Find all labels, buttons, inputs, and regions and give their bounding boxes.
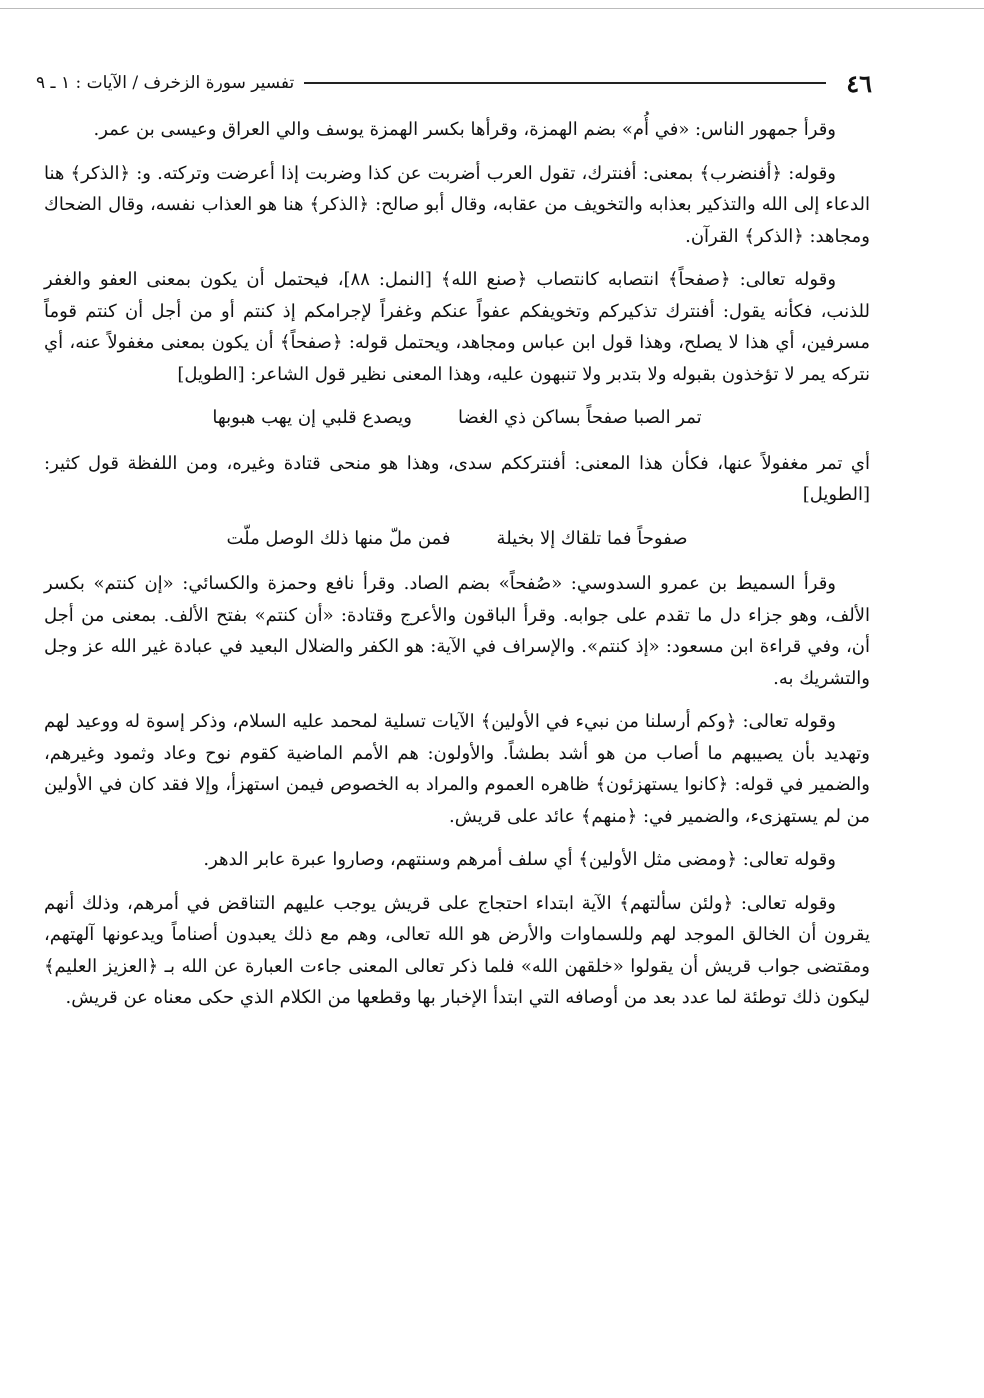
paragraph: وقرأ جمهور الناس: «في أُم» بضم الهمزة، وقرأها بكسر الهمزة يوسف والي العراق وعيسى بن عمر.: [93, 119, 836, 140]
paragraph: وقرأ السميط بن عمرو السدوسي: «صُفحاً» بضم الصاد. وقرأ نافع وحمزة والكسائي: «إن كنتم» بكسر الألف، وهو جزاء دل ما تقدم على جوابه. وقرأ الباقون والأعرج وقتادة: «أن كنتم» بفتح الألف. بمعنى من أجل أن، وفي قراءة ابن مسعود: «إذ كنتم». والإسراف في الآية: هو الكفر والضلال البعيد في عبادة غير الله عز وجل والتشريك به.: [44, 573, 871, 689]
running-title: تفسير سورة الزخرف / الآيات : ١ ـ ٩: [36, 73, 295, 93]
paragraph: وقوله تعالى: ﴿وكم أرسلنا من نبيء في الأولين﴾ الآيات تسلية لمحمد عليه السلام، وذكر إسوة له ووعيد لهم وتهديد بأن يصيبهم ما أصاب من هو أشد بطشاً. والأولون: هم الأمم الماضية كقوم نوح وعاد وثمود وغيرهم، والضمير في قوله: ﴿كانوا يستهزئون﴾ ظاهره العموم والمراد به الخصوص فيمن استهزأ، وإلا فقد كان في الأولين من لم يستهزىء، والضمير في: ﴿منهم﴾ عائد على قريش.: [44, 711, 870, 827]
paragraph: وقوله تعالى: ﴿ولئن سألتهم﴾ الآية ابتداء احتجاج على قريش يوجب عليهم التناقض في أمرهم، وذلك أنهم يقرون أن الخالق الموجد لهم وللسماوات والأرض هو الله تعالى، وهم مع ذلك يعبدون أصناماً ويدعونها آلهتهم، ومقتضى جواب قريش أن يقولوا «خلقهن الله» فلما ذكر تعالى المعنى جاءت العبارة عن الله بـ ﴿العزيز العليم﴾ ليكون ذلك توطئة لما عدد بعد من أوصافه التي ابتدأ الإخبار بها وقطعها من الكلام الذي حكى معناه عن قريش.: [44, 892, 870, 1008]
poem-verse: [44, 402, 870, 434]
verse-first-half: تمر الصبا صفحاً بساكن ذي الغضا: [457, 407, 702, 428]
verse-second-half: فمن ملّ منها ذلك الوصل ملّت: [226, 527, 451, 549]
scan-edge-line: [0, 8, 984, 9]
verse-first-half: صفوحاً فما تلقاك إلا بخيلة: [496, 527, 688, 549]
header-rule: [304, 82, 826, 84]
page-number: ٤٦: [846, 68, 872, 98]
verse-second-half: ويصدع قلبي إن يهب هبوبها: [212, 407, 412, 428]
paragraph: وقوله: ﴿أفنضرب﴾ بمعنى: أفنترك، تقول العرب أضربت عن كذا وضربت إذا أعرضت وتركته. و: ﴿الذكر﴾ هنا الدعاء إلى الله والتذكير بعذابه والتخويف من عقابه، وقال أبو صالح: ﴿الذكر﴾ هنا هو العذاب نفسه، وقال الضحاك ومجاهد: ﴿الذكر﴾ القرآن.: [44, 162, 870, 247]
paragraph: وقوله تعالى: ﴿صفحاً﴾ انتصابه كانتصاب ﴿صنع الله﴾ [النمل: ٨٨]، فيحتمل أن يكون بمعنى العفو والغفر للذنب، فكأنه يقول: أفنترك تذكيركم وتخويفكم عفواً عنكم وغفراً لإجرامكم إذ كنتم أو من أجل أن كنتم قوماً مسرفين، أي هذا لا يصلح، وهذا قول ابن عباس ومجاهد، ويحتمل قوله: ﴿صفحاً﴾ أن يكون بمعنى مغفولاً عنه، أي نتركه يمر لا تؤخذون بقبوله ولا بتدبر ولا تنبهون عليه، وهذا المعنى نظير قول الشاعر: [الطويل]: [44, 269, 870, 385]
paragraph: وقوله تعالى: ﴿ومضى مثل الأولين﴾ أي سلف أمرهم وسنتهم، وصاروا عبرة عابر الدهر.: [203, 849, 836, 870]
page-body: [44, 114, 870, 1026]
page-header: [36, 68, 872, 98]
poem-verse: [44, 523, 870, 555]
paragraph: أي تمر مغفولاً عنها، فكأن هذا المعنى: أفنترككم سدى، وهذا هو منحى قتادة وغيره، ومن اللفظة قول كثير: [الطويل]: [44, 452, 870, 505]
